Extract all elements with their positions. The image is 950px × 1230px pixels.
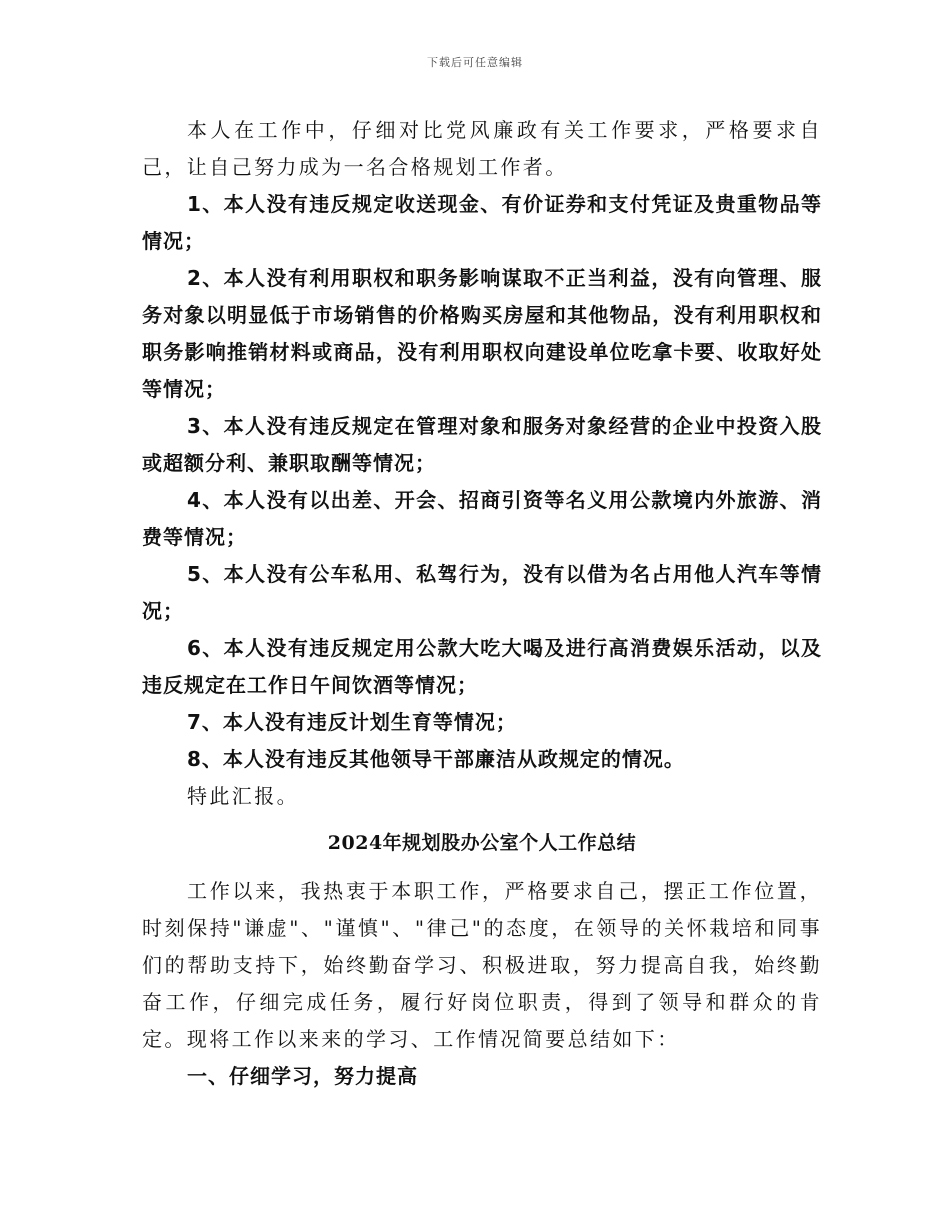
section-title: 2024年规划股办公室个人工作总结 [327, 832, 637, 854]
list-item-5: 5、本人没有公车私用、私驾行为，没有以借为名占用他人汽车等情况； [142, 562, 822, 623]
list-item-2: 2、本人没有利用职权和职务影响谋取不正当利益，没有向管理、服务对象以明显低于市场销售的价格购买房屋和其他物品，没有利用职权和职务影响推销材料或商品，没有利用职权向建设单位吃拿卡要、收取好处等情况； [142, 266, 822, 401]
list-item-4: 4、本人没有以出差、开会、招商引资等名义用公款境内外旅游、消费等情况； [142, 488, 822, 549]
list-item-8: 8、本人没有违反其他领导干部廉洁从政规定的情况。 [187, 747, 685, 771]
list-item-3: 3、本人没有违反规定在管理对象和服务对象经营的企业中投资入股或超额分利、兼职取酬等情况； [142, 414, 822, 475]
list-item-6: 6、本人没有违反规定用公款大吃大喝及进行高消费娱乐活动，以及违反规定在工作日午间饮酒等情况； [142, 636, 822, 697]
summary-intro-paragraph: 工作以来，我热衷于本职工作，严格要求自己，摆正工作位置，时刻保持"谦虚"、"谨慎"、"律己"的态度，在领导的关怀栽培和同事们的帮助支持下，始终勤奋学习、积极进取，努力提高自我，始终勤奋工作，仔细完成任务，履行好岗位职责，得到了领导和群众的肯定。现将工作以来来的学习、工作情况简要总结如下： [142, 879, 822, 1051]
closing-line: 特此汇报。 [187, 784, 299, 808]
intro-paragraph: 本人在工作中，仔细对比党风廉政有关工作要求，严格要求自己，让自己努力成为一名合格规划工作者。 [142, 118, 822, 179]
header-note: 下载后可任意编辑 [427, 56, 523, 69]
list-item-7: 7、本人没有违反计划生育等情况； [187, 710, 517, 734]
subheading-1: 一、仔细学习，努力提高 [187, 1064, 418, 1088]
list-item-1: 1、本人没有违反规定收送现金、有价证券和支付凭证及贵重物品等情况； [142, 192, 822, 253]
document-body [142, 112, 822, 1095]
